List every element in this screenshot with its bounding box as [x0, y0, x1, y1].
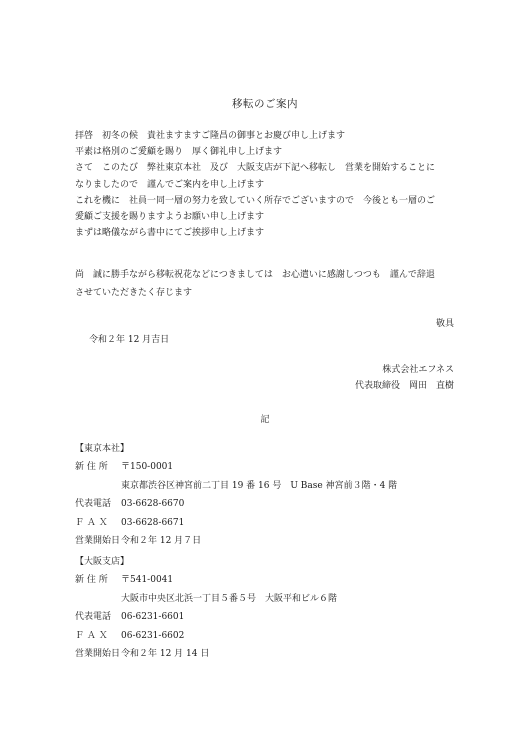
- phone-row: [75, 495, 397, 513]
- phone-label: 代表電話: [75, 499, 112, 510]
- phone-number: 06-6231-6601: [121, 612, 185, 623]
- office-heading: 【東京本社】: [75, 444, 130, 454]
- closing-word: 敬具: [435, 319, 454, 329]
- office-osaka: [75, 553, 337, 663]
- letter-date: 令和２年 12 月吉日: [89, 335, 170, 345]
- address-text: 大阪市中央区北浜一丁目５番５号 大阪平和ビル６階: [121, 593, 338, 604]
- letter-body: [75, 128, 455, 241]
- postal-code: 〒541-0041: [121, 575, 174, 586]
- body-line: これを機に 社員一同一層の努力を致していく所存でございますので 今後とも一層のご: [75, 195, 436, 206]
- phone-row: [75, 608, 337, 626]
- body-line: さて このたび 弊社東京本社 及び 大阪支店が下記へ移転し 営業を開始することに: [75, 163, 436, 174]
- ki-marker: 記: [260, 415, 270, 425]
- address-label: 新 住 所: [75, 462, 108, 473]
- address-label: 新 住 所: [75, 575, 108, 586]
- postscript: [75, 266, 455, 302]
- body-line: 平素は格別のご愛顧を賜り 厚く御礼申し上げます: [75, 147, 283, 158]
- fax-label: Ｆ Ａ Ｘ: [75, 517, 108, 528]
- open-date-label: 営業開始日: [75, 536, 121, 547]
- open-date-label: 営業開始日: [75, 649, 121, 660]
- open-date-row: [75, 532, 397, 550]
- phone-number: 03-6628-6670: [121, 499, 185, 510]
- company-name: 株式会社エフネス: [382, 365, 454, 375]
- address-line: [75, 590, 337, 608]
- office-tokyo: [75, 440, 397, 550]
- representative-name: 代表取締役 岡田 直樹: [354, 380, 454, 391]
- open-date: 令和２年 12 月７日: [121, 536, 202, 547]
- open-date-row: [75, 645, 337, 663]
- body-line: 拝啓 初冬の候 貴社ますますご隆昌の御事とお慶び申し上げます: [75, 131, 346, 141]
- address-row: [75, 571, 337, 589]
- fax-number: 03-6628-6671: [121, 517, 185, 528]
- postscript-line: させていただきたく存じます: [75, 288, 193, 298]
- postal-code: 〒150-0001: [121, 462, 174, 473]
- postscript-line: 尚 誠に勝手ながら移転祝花などにつきましては お心遣いに感謝しつつも 謹んで辞退: [75, 270, 435, 280]
- fax-number: 06-6231-6602: [121, 630, 185, 641]
- phone-label: 代表電話: [75, 612, 112, 623]
- body-line: 愛顧ご支援を賜りますようお願い申し上げます: [75, 212, 265, 223]
- address-text: 東京都渋谷区神宮前二丁目 19 番 16 号 U Base 神宮前３階・4 階: [121, 480, 398, 491]
- fax-row: [75, 627, 337, 645]
- open-date: 令和２年 12 月 14 日: [121, 649, 210, 660]
- address-line: [75, 477, 397, 495]
- fax-row: [75, 514, 397, 532]
- address-row: [75, 458, 397, 476]
- fax-label: Ｆ Ａ Ｘ: [75, 630, 108, 641]
- office-heading: 【大阪支店】: [75, 557, 130, 567]
- body-line: なりましたので 謹んでご案内を申し上げます: [75, 179, 265, 190]
- signature-block: [355, 363, 454, 394]
- page-title: 移転のご案内: [232, 98, 298, 110]
- body-line: まずは略儀ながら書中にてご挨拶申し上げます: [75, 228, 265, 239]
